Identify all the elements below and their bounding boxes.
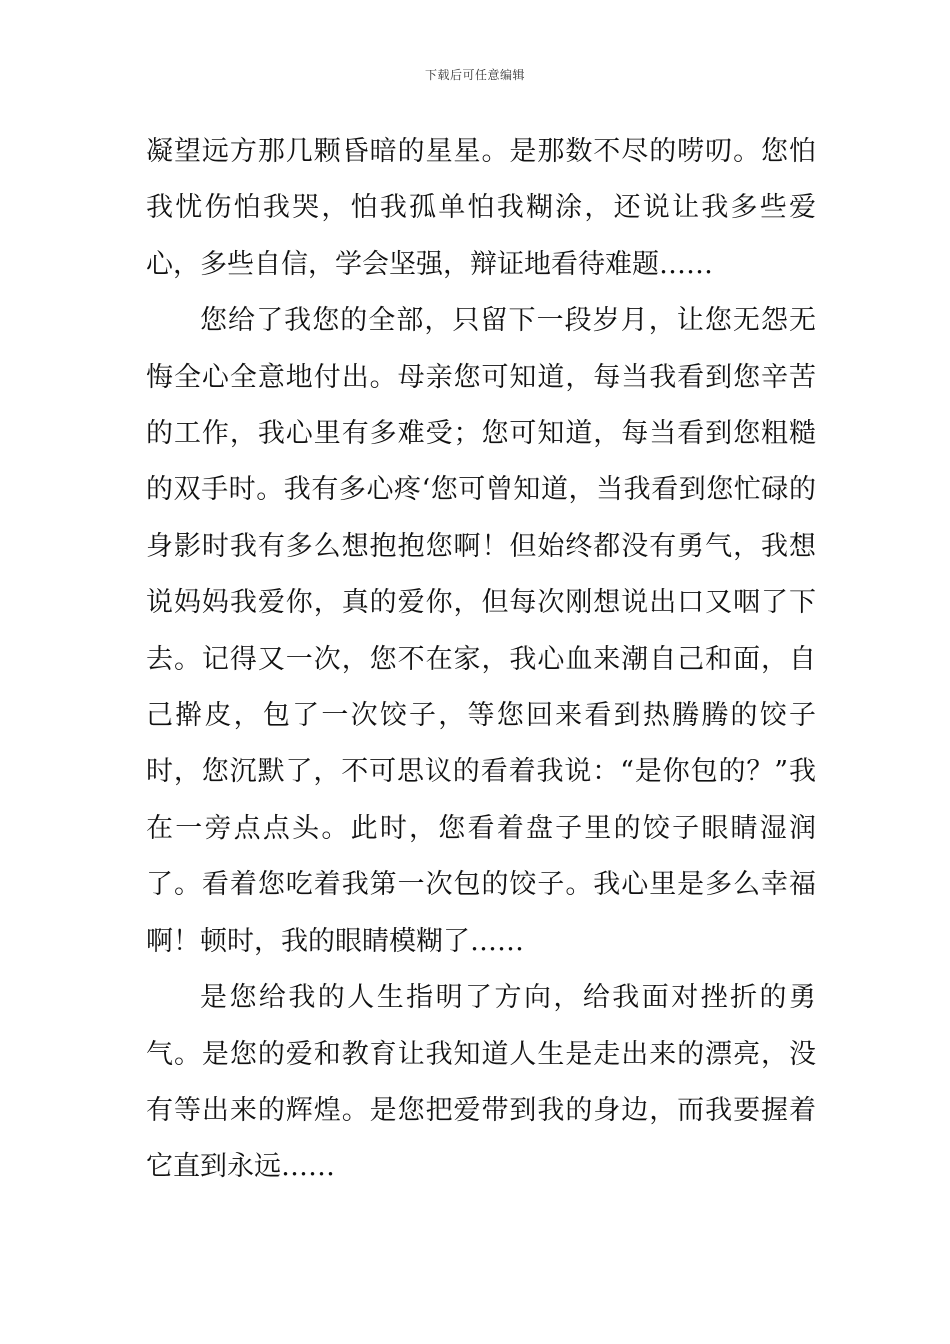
paragraph-3: 是您给我的人生指明了方向，给我面对挫折的勇气。是您的爱和教育让我知道人生是走出来的漂亮，没有等出来的辉煌。是您把爱带到我的身边，而我要握着它直到永远…… xyxy=(146,982,816,1183)
page-header: 下载后可任意编辑 xyxy=(424,68,525,82)
paragraph-2: 您给了我您的全部，只留下一段岁月，让您无怨无悔全心全意地付出。母亲您可知道，每当我看到您辛苦的工作，我心里有多难受；您可知道，每当看到您粗糙的双手时。我有多心疼‘您可曾知道，当我看到您忙碌的身影时我有多么想抱抱您啊！但始终都没有勇气，我想说妈妈我爱你，真的爱你，但每次刚想说出口又咽了下去。记得又一次，您不在家，我心血来潮自己和面，自己擀皮，包了一次饺子，等您回来看到热腾腾的饺子时，您沉默了，不可思议的看着我说：“是你包的？”我在一旁点点头。此时，您看着盘子里的饺子眼睛湿润了。看着您吃着我第一次包的饺子。我心里是多么幸福啊！顿时，我的眼睛模糊了…… xyxy=(146,305,816,957)
paragraph-1: 凝望远方那几颗昏暗的星星。是那数不尽的唠叨。您怕我忧伤怕我哭，怕我孤单怕我糊涂，还说让我多些爱心，多些自信，学会坚强，辩证地看待难题…… xyxy=(146,136,816,280)
document-body xyxy=(146,124,816,1196)
